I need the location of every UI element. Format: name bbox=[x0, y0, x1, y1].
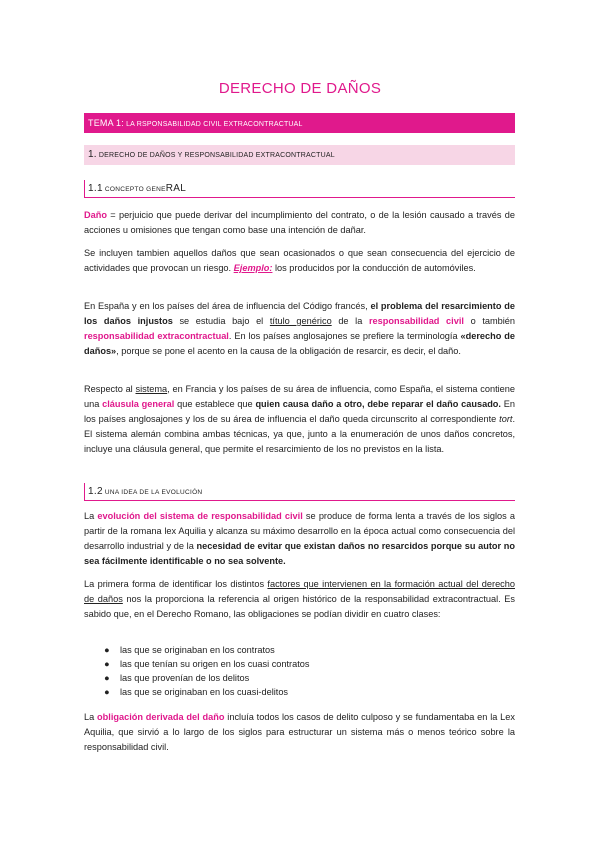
text: La bbox=[84, 511, 98, 521]
subheading-text-end: RAL bbox=[165, 183, 187, 194]
subheading-evolucion bbox=[84, 483, 515, 501]
text: . El sistema alemán combina ambas técnicas, ya que, junto a la enumeración de unos daños concretos, incluye una cláusula general, que permite el resarcimiento de los no previstos en la lista. bbox=[84, 414, 515, 454]
term-responsabilidad-civil: responsabilidad civil bbox=[368, 316, 464, 326]
text: , porque se pone el acento en la causa de la obligación de resarcir, es decir, el daño. bbox=[116, 346, 461, 356]
subheading-text: UNA IDEA DE LA EVOLUCIÓN bbox=[104, 489, 203, 496]
text: La bbox=[84, 712, 98, 722]
bold-text: «derecho de daños» bbox=[84, 331, 515, 356]
subheading-text: CONCEPTO GENE bbox=[104, 186, 166, 193]
subheading-number: 1.2 bbox=[88, 486, 103, 497]
underlined-text: sistema bbox=[135, 384, 168, 394]
paragraph-obligacion bbox=[84, 710, 515, 755]
bold-text: el problema del resarcimiento de los daños injustos bbox=[84, 301, 516, 326]
text: , en Francia y los países de su área de influencia, como España, el sistema contiene una bbox=[84, 384, 515, 409]
subheading-number: 1.1 bbox=[88, 183, 103, 194]
text: = perjuicio que puede derivar del incumplimiento del contrato, o de la lesión causado a través de acciones u omisiones que tengan como base una intención de dañar. bbox=[84, 210, 515, 235]
term-dano: Daño bbox=[84, 210, 107, 220]
text: que establece que bbox=[174, 399, 256, 409]
text: En España y en los países del área de influencia del Código francés, bbox=[84, 301, 371, 311]
obligations-list bbox=[84, 643, 515, 699]
section-heading-bar bbox=[84, 145, 515, 165]
bullet-icon: ● bbox=[104, 673, 110, 683]
tema-heading-bar bbox=[84, 113, 515, 133]
paragraph-riesgo bbox=[84, 246, 515, 276]
list-item-text: las que se originaban en los cuasi-delitos bbox=[120, 687, 289, 697]
section-text: DERECHO DE DAÑOS Y RESPONSABILIDAD EXTRACONTRACTUAL bbox=[98, 152, 335, 159]
paragraph-evolucion bbox=[84, 509, 515, 569]
italic-text: tort bbox=[499, 414, 513, 424]
underlined-text: factores que intervienen en la formación actual del derecho de daños bbox=[84, 579, 515, 604]
list-item-text: las que tenían su origen en los cuasi contratos bbox=[120, 659, 310, 669]
list-item bbox=[84, 671, 515, 685]
text: de la bbox=[331, 316, 369, 326]
bold-text: quien causa daño a otro, debe reparar el daño causado. bbox=[255, 399, 501, 409]
text: los producidos por la conducción de automóviles. bbox=[272, 263, 476, 273]
term-responsabilidad-extracontractual: responsabilidad extracontractual bbox=[84, 331, 229, 341]
term-obligacion: obligación derivada del daño bbox=[97, 712, 225, 722]
text: incluía todos los casos de delito culposo y se fundamentaba en la Lex Aquilia, que sirvió a lo largo de los siglos para estructurar un sistema más o menos teórico sobre la responsabilidad civil. bbox=[84, 712, 515, 752]
text: En los países anglosajones y los de su área de influencia el daño queda circunscrito al correspondiente bbox=[84, 399, 515, 424]
bullet-icon: ● bbox=[104, 659, 110, 669]
term-evolucion: evolución del sistema de responsabilidad civil bbox=[97, 511, 303, 521]
text: La primera forma de identificar los distintos bbox=[84, 579, 268, 589]
list-item bbox=[84, 657, 515, 671]
paragraph-sistema bbox=[84, 382, 515, 457]
list-item-text: las que se originaban en los contratos bbox=[120, 645, 275, 655]
term-clausula-general: cláusula general bbox=[102, 399, 175, 409]
text: . En los países anglosajones se prefiere la terminología bbox=[228, 331, 461, 341]
list-item bbox=[84, 685, 515, 699]
text: nos la proporciona la referencia al origen histórico de la responsabilidad extracontractual. Es sabido que, en el Derecho Romano, las obligaciones se podían dividir en cuatro clases: bbox=[84, 594, 515, 619]
list-item bbox=[84, 643, 515, 657]
paragraph-espana bbox=[84, 299, 515, 359]
bold-text: necesidad de evitar que existan daños no resarcidos porque su autor no sea fácilmente identificable o no sea solvente. bbox=[84, 541, 515, 566]
list-item-text: las que provenían de los delitos bbox=[120, 673, 250, 683]
subheading-concepto bbox=[84, 180, 515, 198]
bullet-icon: ● bbox=[104, 645, 110, 655]
section-number: 1. bbox=[88, 149, 97, 160]
tema-text: LA RSPONSABILIDAD CIVIL EXTRACONTRACTUAL bbox=[126, 121, 303, 128]
text: se estudia bajo el bbox=[172, 316, 270, 326]
text: o también bbox=[463, 316, 516, 326]
paragraph-factores bbox=[84, 577, 515, 622]
text: se produce de forma lenta a través de los siglos a partir de la romana lex Aquilia y alcanza su máximo desarrollo en la época actual como consecuencia del desarrollo industrial y de la bbox=[84, 511, 515, 551]
text: Respecto al bbox=[84, 384, 136, 394]
tema-number: TEMA 1: bbox=[88, 118, 124, 128]
paragraph-dano bbox=[84, 208, 515, 238]
text: Se incluyen tambien aquellos daños que sean ocasionados o que sean consecuencia del ejercicio de actividades que provocan un riesgo. bbox=[84, 248, 515, 273]
underlined-text: título genérico bbox=[269, 316, 332, 326]
document-title: DERECHO DE DAÑOS bbox=[218, 80, 382, 97]
term-ejemplo: Ejemplo: bbox=[233, 263, 273, 273]
bullet-icon: ● bbox=[104, 687, 110, 697]
